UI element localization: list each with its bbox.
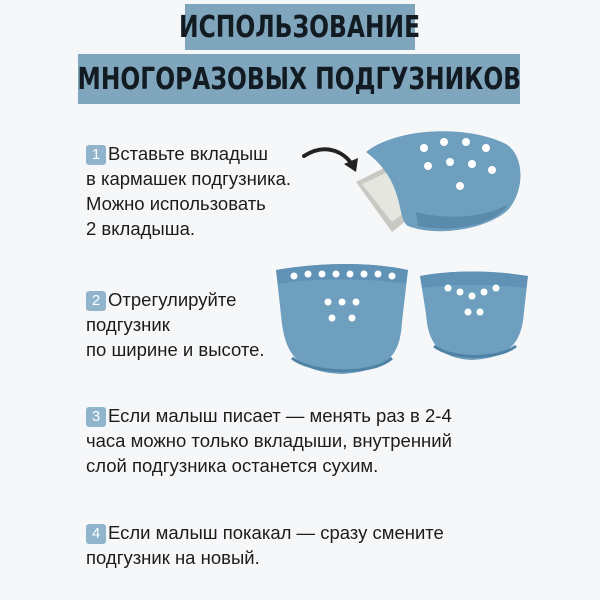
step-4-line-2: подгузник на новый. <box>86 547 260 568</box>
step-2-line-1: Отрегулируйте <box>108 289 237 310</box>
step-1 <box>86 141 291 241</box>
step-3 <box>86 403 452 478</box>
step-4-line-1: Если малыш покакал — сразу смените <box>108 522 444 543</box>
step-3-line-3: слой подгузника останется сухим. <box>86 455 379 476</box>
step-1-line-1: Вставьте вкладыш <box>108 143 269 164</box>
step-number-badge: 2 <box>86 291 106 311</box>
step-3-line-2: часа можно только вкладыши, внутренний <box>86 430 452 451</box>
diaper-insert-illustration <box>296 122 532 252</box>
step-1-line-3: Можно использовать <box>86 193 266 214</box>
title-banner-bottom <box>78 54 520 104</box>
step-2-line-3: по ширине и высоте. <box>86 339 265 360</box>
step-1-line-4: 2 вкладыша. <box>86 218 196 239</box>
step-1-line-2: в кармашек подгузника. <box>86 168 292 189</box>
step-4 <box>86 520 444 570</box>
step-number-badge: 3 <box>86 407 106 427</box>
step-2-line-2: подгузник <box>86 314 170 335</box>
step-number-badge: 4 <box>86 524 106 544</box>
step-3-line-1: Если малыш писает — менять раз в 2-4 <box>108 405 452 426</box>
title-line-1: ИСПОЛЬЗОВАНИЕ <box>179 9 421 45</box>
step-number-badge: 1 <box>86 145 106 165</box>
title-banner-top <box>179 4 421 50</box>
step-2 <box>86 287 265 362</box>
diaper-size-adjust-illustration <box>272 262 534 384</box>
title-line-2: МНОГОРАЗОВЫХ ПОДГУЗНИКОВ <box>77 61 521 97</box>
